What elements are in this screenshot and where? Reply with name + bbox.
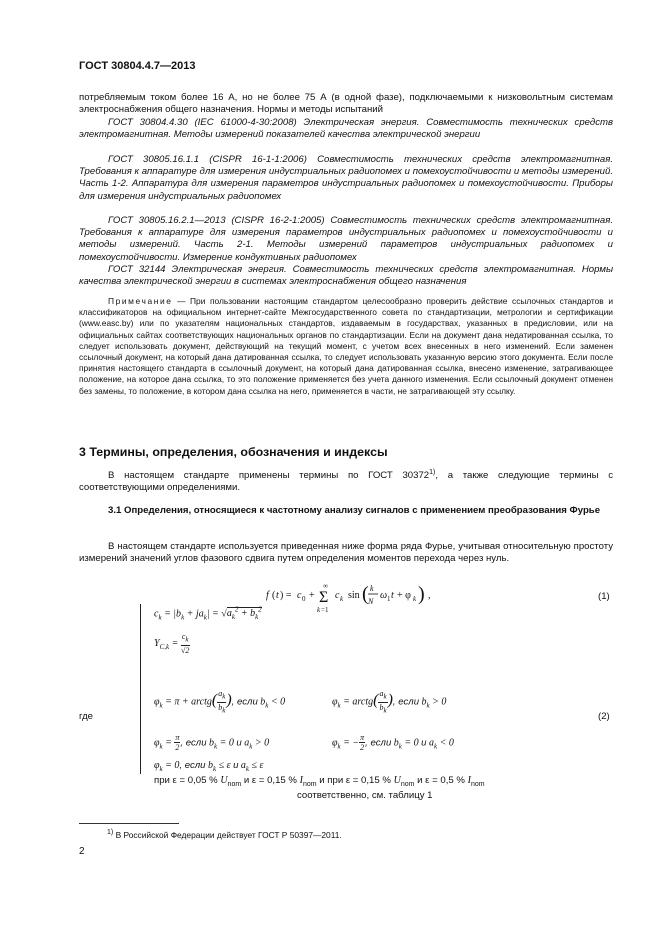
note-label: Примечание [108,296,173,306]
svg-text:k: k [370,584,374,593]
formula-phi-negative-b: $\varphi_k = \pi$ + arctg( $\frac{a_k}{b_k}$ ), если $b_k < 0$ [154,689,286,715]
footnote-divider [79,823,179,824]
subsection-title: 3.1 Определения, относящиеся к частотному анализу сигналов с применением преобразования Фурье [108,505,601,516]
eps-text-1: при ε = 0,05 % [154,775,218,786]
svg-text:f: f [266,590,269,601]
page-number: 2 [79,846,85,857]
svg-text:): ) [418,583,425,605]
u-symbol-2: U [393,775,401,786]
intro-text-a: В настоящем стандарте применены термины по ГОСТ 30372 [108,470,430,482]
footnote [107,829,342,840]
if-word-5: , если [179,760,206,771]
svg-text:ω: ω [380,590,388,601]
svg-text:t: t [276,590,279,601]
if-word-2: , если [392,696,420,708]
formula-1 [266,580,436,614]
eps-text-4: и ε = 0,5 % [417,775,465,786]
ref-gost-30804-4-30: ГОСТ 30804.4.30 (IEC 61000-4-30:2008) Электрическая энергия. Совместимость технических средств электромагнитная. Методы измерений показателей качества электрической энергии [79,117,613,141]
and-word-2: и [421,737,427,749]
svg-text:(: ( [272,590,276,601]
equation-1-number: (1) [598,591,610,602]
i-symbol-2: I [467,775,471,786]
svg-text:c: c [335,590,340,601]
svg-text:(: ( [362,583,369,605]
equation-2-number: (2) [598,711,610,722]
footnote-text: В Российской Федерации действует ГОСТ Р 50397—2011. [115,829,342,840]
system-brace [140,604,149,774]
svg-text:N: N [368,597,374,606]
svg-text:0: 0 [302,595,306,603]
formula-phi-positive-b: $\varphi_k$ = arctg( $\frac{a_k}{b_k}$ ), если $b_k > 0$ [332,689,447,715]
u-symbol-1: U [220,775,228,786]
ref-gost-32144: ГОСТ 32144 Электрическая энергия. Совместимость технических средств электромагнитная. Нормы качества электрической энергии в системах электроснабжения общего назначения [79,264,613,288]
i-symbol-1: I [299,775,303,786]
svg-text:∞: ∞ [323,582,328,590]
svg-text:) =: ) = [280,590,292,601]
and-word-1: и [236,737,242,749]
nom-sub-1: nom [227,780,242,788]
subsection-text: В настоящем стандарте используется приведенная ниже форма ряда Фурье, учитывая относительную простоту измерений значений углов фазового сдвига путем определения моментов перехода через нуль. [79,541,613,565]
fourier-series-formula [266,580,436,614]
ref-continuation: потребляемым током более 16 А, но не более 75 А (в одной фазе), подключаемыми к низковольтным системам электроснабжения общего назначения. Нормы и методы испытаний [79,92,613,116]
intro-text-b: , а также следующие термины с соответствующими определениями. [79,470,613,494]
section-intro [79,467,613,495]
svg-text:+ φ: + φ [397,590,411,601]
note-block [79,296,613,397]
see-table-note: соответственно, см. таблицу 1 [297,790,433,801]
svg-text:=1: =1 [321,606,329,614]
epsilon-conditions [154,775,485,788]
where-label: где [79,711,94,722]
nom-sub-3: nom [400,780,415,788]
svg-text:Σ: Σ [319,589,329,606]
formula-ck: $c_k = |b_k + ja_k| = √a_k^2 + b_k^2$ [154,606,262,622]
document-header: ГОСТ 30804.4.7—2013 [79,60,196,72]
eps-text-2: и ε = 0,15 % [243,775,297,786]
if-word-4: , если [365,737,392,749]
footnote-mark: 1) [107,829,114,836]
note-text: — При пользовании настоящим стандартом целесообразно проверить действие ссылочных стандартов и классификаторов на официальном интернет-сайте Межгосударственного совета по стандартизации, метрологии и сертификации (www.easc.by) или по указателям национальных стандартов, издаваемым в государствах, указанных в предисловии, или на официальных сайтах соответствующих национальных органов по стандартизации. Если на документ дана недатированная ссылка, то следует использовать документ, действующий на текущий момент, с учетом всех внесенных в него изменений. Если заменен ссылочный документ, на который дана датированная ссылка, то следует использовать указанную версию этого документа. Если после принятия настоящего стандарта в ссылочный документ, на который дана датированная ссылка, внесено изменение, затрагивающее положение, на которое дана ссылка, то это положение применяется без учета данного изменения. Если ссылочный документ отменен без замены, то положение, в котором дана ссылка на него, применяется в части, не затрагивающей эту ссылку. [79,296,613,396]
eps-text-3: и при ε = 0,15 % [319,775,391,786]
svg-text:+: + [309,590,315,601]
formula-phi-zero: $\varphi_k = 0$, если $b_k \le \varepsilon$ и $a_k \le \varepsilon$ [154,760,264,773]
svg-text:,: , [428,590,431,601]
svg-text:sin: sin [348,590,360,601]
footnote-ref: 1) [429,469,436,476]
if-word-1: , если [231,696,258,708]
and-word-3: и [233,760,239,771]
svg-text:k: k [317,606,321,614]
formula-phi-half-pi: $\varphi_k$ = $\frac{\pi}{2}$ , если $b_k = 0$ и $a_k > 0$ [154,733,270,752]
if-word-3: , если [180,737,207,749]
svg-text:k: k [340,595,344,603]
svg-text:k: k [413,595,417,603]
section-title: 3 Термины, определения, обозначения и индексы [79,445,388,459]
formula-yck: $Y_{C,k}$ = $\frac{c_k}{√2}$ [154,632,190,655]
svg-text:1: 1 [387,595,391,603]
ref-gost-30805-16-2-1: ГОСТ 30805.16.2.1—2013 (CISPR 16-2-1:2005) Совместимость технических средств электромагнитная. Требования к аппаратуре для измерения параметров индустриальных радиопомех и помехоустойчивости и методы измерений. Часть 2-1. Методы измерений параметров индустриальных радиопомех и помехоустойчивости. Измерение кондуктивных радиопомех [79,215,613,263]
nom-sub-4: nom [470,780,485,788]
formula-phi-minus-half-pi: $\varphi_k$ = − $\frac{\pi}{2}$ , если $b_k = 0$ и $a_k < 0$ [332,733,454,752]
svg-text:c: c [297,590,302,601]
nom-sub-2: nom [302,780,317,788]
svg-text:t: t [391,590,394,601]
ref-gost-30805-16-1-1: ГОСТ 30805.16.1.1 (CISPR 16-1-1:2006) Совместимость технических средств электромагнитная. Требования к аппаратуре для измерения индустриальных радиопомех и помехоустойчивости и методы измерений. Часть 1-2. Аппаратура для измерения параметров индустриальных радиопомех и помехоустойчивости. Приборы для измерения индустриальных радиопомех [79,154,613,202]
